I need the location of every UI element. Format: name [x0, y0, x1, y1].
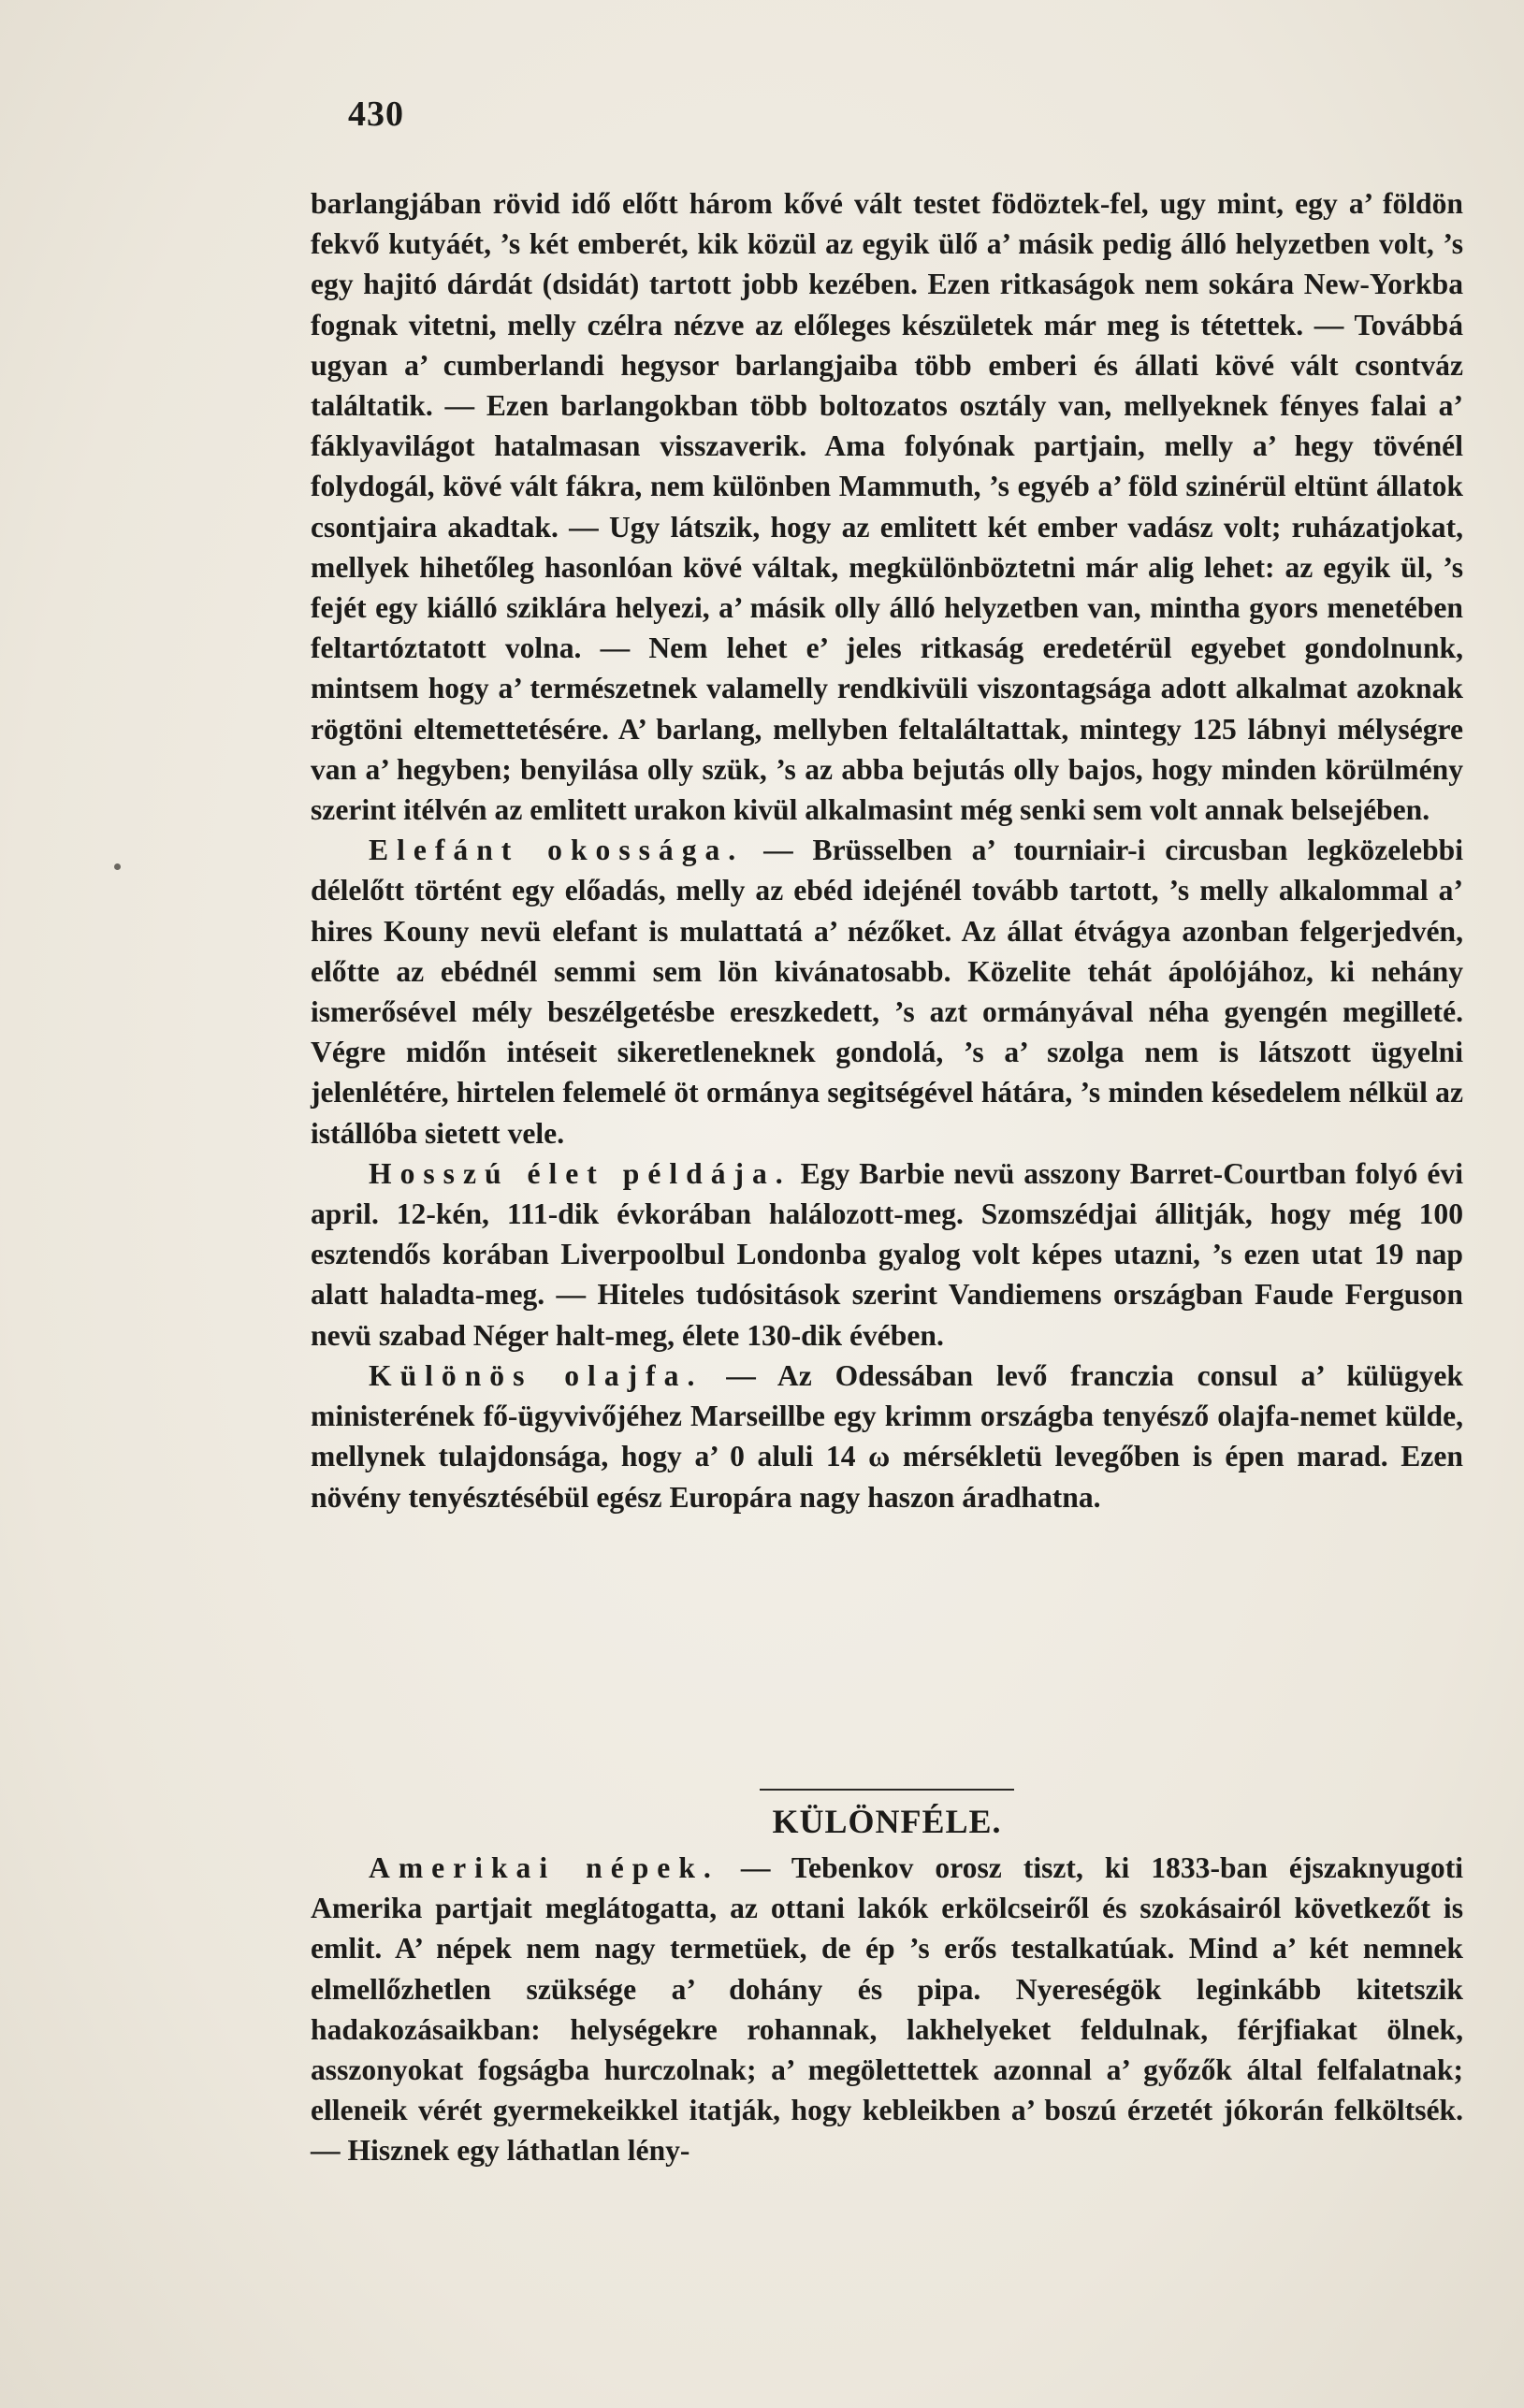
paragraph-cave-fossils: [311, 183, 1463, 830]
paragraph-american-peoples: [311, 1848, 1463, 2171]
section-divider-rule: [760, 1789, 1014, 1791]
paragraph-text: — Tebenkov orosz tiszt, ki 1833-ban éjszaknyugoti Amerika partjait meglátogatta, az ottani lakók erkölcseiről és szokásairól következőt is emlit. A’ népek nem nagy termetüek, de ép ’s erős testalkatúak. Mind a’ két nemnek elmellőzhetlen szüksége a’ dohány és pipa. Nyereségök leginkább kitetszik hadakozásaikban: helységekre rohannak, lakhelyeket feldulnak, férjfiakat ölnek, asszonyokat fogságba hurczolnak; a’ megölettettek azonnal a’ győzők által felfalatnak; elleneik vérét gyermekeikkel itatják, hogy kebleikben a’ boszú érzetét jókorán felköltsék. — Hisznek egy láthatlan lény-: [311, 1851, 1463, 2168]
news-column-bottom: [311, 1848, 1463, 2171]
page-number: 430: [348, 94, 404, 134]
section-heading: KÜLÖNFÉLE.: [772, 1803, 1002, 1840]
paragraph-text: barlangjában rövid idő előtt három kővé vált testet födöztek-fel, ugy mint, egy a’ földön fekvő kutyáét, ’s két emberét, kik közül az egyik ülő a’ másik pedig álló helyzetben volt, ’s egy hajitó dárdát (dsidát) tartott jobb kezében. Ezen ritkaságok nem sokára New-Yorkba fognak vitetni, melly czélra nézve az előleges készületek már meg is tétettek. — Továbbá ugyan a’ cumberlandi hegysor barlangjaiba több emberi és állati kövé vált csontváz találtatik. — Ezen barlangokban több boltozatos osztály van, mellyeknek fényes falai a’ fáklyavilágot hatalmasan visszaverik. Ama folyónak partjain, melly a’ hegy tövénél folydogál, kövé vált fákra, nem különben Mammuth, ’s egyéb a’ föld szinérül eltünt állatok csontjaira akadtak. — Ugy látszik, hogy az emlitett két ember vadász volt; ruházatjokat, mellyek hihetőleg hasonlóan kövé váltak, megkülönböztetni már alig lehet: az egyik ül, ’s fejét egy kiálló sziklára helyezi, a’ másik olly álló helyzetben van, mintha gyors menetében feltartóztatott volna. — Nem lehet e’ jeles ritkaság eredetérül egyebet gondolnunk, mintsem hogy a’ természetnek valamelly rendkivüli viszontagsága adott alkalmat azoknak rögtöni eltemettetésére. A’ barlang, mellyben feltaláltattak, mintegy 125 lábnyi mélységre van a’ hegyben; benyilása olly szük, ’s az abba bejutás olly bajos, hogy minden körülmény szerint itélvén az emlitett urakon kivül alkalmasint még senki sem volt annak belsejében.: [311, 187, 1463, 827]
paragraph-lead: Amerikai népek.: [369, 1851, 719, 1884]
paragraph-text: — Brüsselben a’ tourniair-i circusban legközelebbi délelőtt történt egy előadás, melly az ebéd idejénél tovább tartott, ’s melly alkalommal a’ hires Kouny nevü elefant is mulattatá a’ nézőket. Az állat étvágya azonban felgerjedvén, előtte az ebédnél semmi sem lön kivánatosabb. Közelite tehát ápolójához, ki nehány ismerősével mély beszélgetésbe ereszkedett, ’s azt ormányával néha gyengén megilleté. Végre midőn intéseit sikeretleneknek gondolá, ’s a’ szolga nem is látszott ügyelni jelenlétére, hirtelen felemelé öt ormánya segitségével hátára, ’s minden késedelem nélkül az istállóba sietett vele.: [311, 834, 1463, 1150]
paragraph-text: — Az Odessában levő franczia consul a’ külügyek ministerének fő-ügyvivőjéhez Marseillbe egy krimm országba tenyésző olajfa-nemet külde, mellynek tulajdonsága, hogy a’ 0 aluli 14 ω mérsékletü levegőben is épen marad. Ezen növény tenyésztésébül egész Europára nagy haszon áradhatna.: [311, 1358, 1464, 1514]
news-column-top: [311, 183, 1463, 1517]
paragraph-long-life: [311, 1153, 1463, 1356]
paragraph-lead: Elefánt okossága.: [369, 834, 745, 867]
margin-ink-spot: [114, 863, 121, 870]
paragraph-elephant: [311, 830, 1463, 1153]
paragraph-lead: Hosszú élet példája.: [369, 1156, 791, 1190]
paragraph-text: Egy Barbie nevü asszony Barret-Courtban folyó évi april. 12-kén, 111-dik évkorában halálozott-meg. Szomszédjai állitják, hogy még 100 esztendős korában Liverpoolbul Londonba gyalog volt képes utazni, ’s ezen utat 19 nap alatt haladta-meg. — Hiteles tudósitások szerint Vandiemens országban Faude Ferguson nevü szabad Néger halt-meg, élete 130-dik évében.: [311, 1156, 1463, 1352]
paragraph-olive-tree: [311, 1356, 1463, 1517]
paragraph-lead: Különös olajfa.: [369, 1358, 704, 1392]
